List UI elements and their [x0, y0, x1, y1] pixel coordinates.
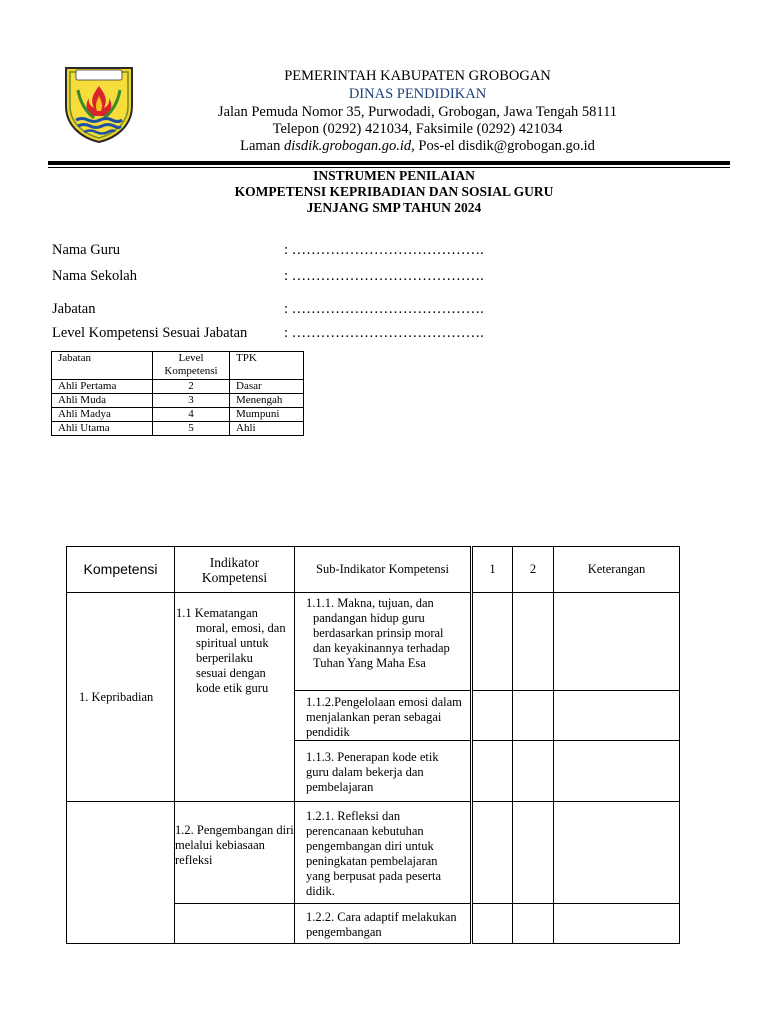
- letterhead-divider-thick: [48, 161, 730, 165]
- letterhead-web-prefix: Laman: [240, 138, 284, 154]
- field-value-level-kompetensi: : ………………………………….: [284, 325, 484, 341]
- score-cell-2[interactable]: [513, 741, 554, 802]
- keterangan-cell[interactable]: [554, 593, 680, 691]
- level-cell-tpk: Ahli: [230, 422, 304, 436]
- keterangan-cell[interactable]: [554, 904, 680, 944]
- keterangan-cell[interactable]: [554, 802, 680, 904]
- letterhead-government: PEMERINTAH KABUPATEN GROBOGAN: [284, 68, 551, 84]
- sub-indikator-1-2-1-text: 1.2.1. Refleksi dan perencanaan kebutuhan pengembangan diri untuk peningkatan pembelajaran yang berpusat pada peserta didik.: [306, 809, 442, 898]
- sub-indikator-1-1-2: [295, 691, 472, 741]
- header-score-2: 2: [513, 547, 554, 593]
- indikator-1-2-text: 1.2. Pengembangan diri melalui kebiasaan refleksi: [175, 823, 294, 867]
- table-row: [52, 408, 304, 422]
- score-cell-1[interactable]: [472, 691, 513, 741]
- sub-indikator-1-1-3: [295, 741, 472, 802]
- sub-indikator-1-2-2: [295, 904, 472, 944]
- letterhead-email: , Pos-el disdik@grobogan.go.id: [411, 138, 595, 154]
- level-table-header: [52, 352, 304, 380]
- score-cell-2[interactable]: [513, 802, 554, 904]
- level-cell-jabatan: Ahli Madya: [52, 408, 153, 422]
- level-table: [51, 351, 304, 436]
- level-cell-tpk: Menengah: [230, 394, 304, 408]
- table-row: [52, 380, 304, 394]
- level-cell-level: 2: [153, 380, 230, 394]
- score-cell-1[interactable]: [472, 802, 513, 904]
- level-cell-jabatan: Ahli Utama: [52, 422, 153, 436]
- score-cell-2[interactable]: [513, 691, 554, 741]
- indikator-empty-cell: [175, 904, 295, 944]
- level-header-level: Level Kompetensi: [153, 352, 230, 380]
- document-title-line1: INSTRUMEN PENILAIAN: [313, 168, 475, 183]
- field-label-nama-guru: Nama Guru: [52, 242, 121, 258]
- level-cell-tpk: Mumpuni: [230, 408, 304, 422]
- score-cell-1[interactable]: [472, 593, 513, 691]
- letterhead-address: Jalan Pemuda Nomor 35, Purwodadi, Grobogan, Jawa Tengah 58111: [217, 104, 618, 120]
- field-label-nama-sekolah: Nama Sekolah: [52, 268, 137, 284]
- header-kompetensi: Kompetensi: [67, 547, 175, 593]
- assessment-table-header: [67, 547, 680, 593]
- score-cell-1[interactable]: [472, 904, 513, 944]
- indikator-1-2: [175, 802, 295, 904]
- indikator-1-1-text: 1.1 Kematangan moral, emosi, dan spiritual untuk berperilaku sesuai dengan kode etik guru: [176, 606, 286, 695]
- document-title-line3: JENJANG SMP TAHUN 2024: [306, 200, 482, 215]
- score-cell-2[interactable]: [513, 904, 554, 944]
- kompetensi-empty-cell: [67, 802, 175, 944]
- table-row: [52, 422, 304, 436]
- sub-indikator-1-1-2-text: 1.1.2.Pengelolaan emosi dalam menjalankan peran sebagai pendidik: [306, 695, 462, 739]
- letterhead-department: DINAS PENDIDIKAN: [348, 86, 487, 102]
- level-header-tpk: TPK: [230, 352, 304, 380]
- header-keterangan: Keterangan: [554, 547, 680, 593]
- header-sub-indikator: Sub-Indikator Kompetensi: [295, 547, 472, 593]
- table-row: [67, 802, 680, 904]
- sub-indikator-1-2-2-text: 1.2.2. Cara adaptif melakukan pengembangan: [306, 910, 457, 939]
- level-cell-tpk: Dasar: [230, 380, 304, 394]
- kompetensi-kepribadian: 1. Kepribadian: [67, 593, 175, 802]
- table-row: [67, 593, 680, 691]
- level-header-jabatan: Jabatan: [52, 352, 153, 380]
- field-label-level-kompetensi: Level Kompetensi Sesuai Jabatan: [52, 325, 248, 341]
- level-cell-jabatan: Ahli Pertama: [52, 380, 153, 394]
- field-value-nama-sekolah: : ………………………………….: [284, 268, 484, 284]
- letterhead-phone: Telepon (0292) 421034, Faksimile (0292) 421034: [272, 121, 563, 137]
- keterangan-cell[interactable]: [554, 741, 680, 802]
- field-value-nama-guru: : ………………………………….: [284, 242, 484, 258]
- header-score-1: 1: [472, 547, 513, 593]
- sub-indikator-1-2-1: [295, 802, 472, 904]
- header-indikator: Indikator Kompetensi: [175, 547, 295, 593]
- score-cell-1[interactable]: [472, 741, 513, 802]
- level-cell-level: 3: [153, 394, 230, 408]
- field-label-jabatan: Jabatan: [52, 301, 96, 317]
- table-row: [52, 394, 304, 408]
- keterangan-cell[interactable]: [554, 691, 680, 741]
- sub-indikator-1-1-3-text: 1.1.3. Penerapan kode etik guru dalam bekerja dan pembelajaran: [306, 750, 439, 794]
- grobogan-emblem-logo: [60, 62, 138, 144]
- assessment-table: [66, 546, 680, 944]
- document-title-line2: KOMPETENSI KEPRIBADIAN DAN SOSIAL GURU: [234, 184, 554, 199]
- level-cell-level: 5: [153, 422, 230, 436]
- level-cell-jabatan: Ahli Muda: [52, 394, 153, 408]
- letterhead-web: [150, 138, 685, 155]
- letterhead-website: disdik.grobogan.go.id: [284, 138, 412, 154]
- sub-indikator-1-1-1: [295, 593, 472, 691]
- field-value-jabatan: : ………………………………….: [284, 301, 484, 317]
- score-cell-2[interactable]: [513, 593, 554, 691]
- indikator-1-1: [175, 593, 295, 802]
- sub-indikator-1-1-1-text: 1.1.1. Makna, tujuan, dan pandangan hidup guru berdasarkan prinsip moral dan keyakinannya terhadap Tuhan Yang Maha Esa: [306, 596, 450, 670]
- level-cell-level: 4: [153, 408, 230, 422]
